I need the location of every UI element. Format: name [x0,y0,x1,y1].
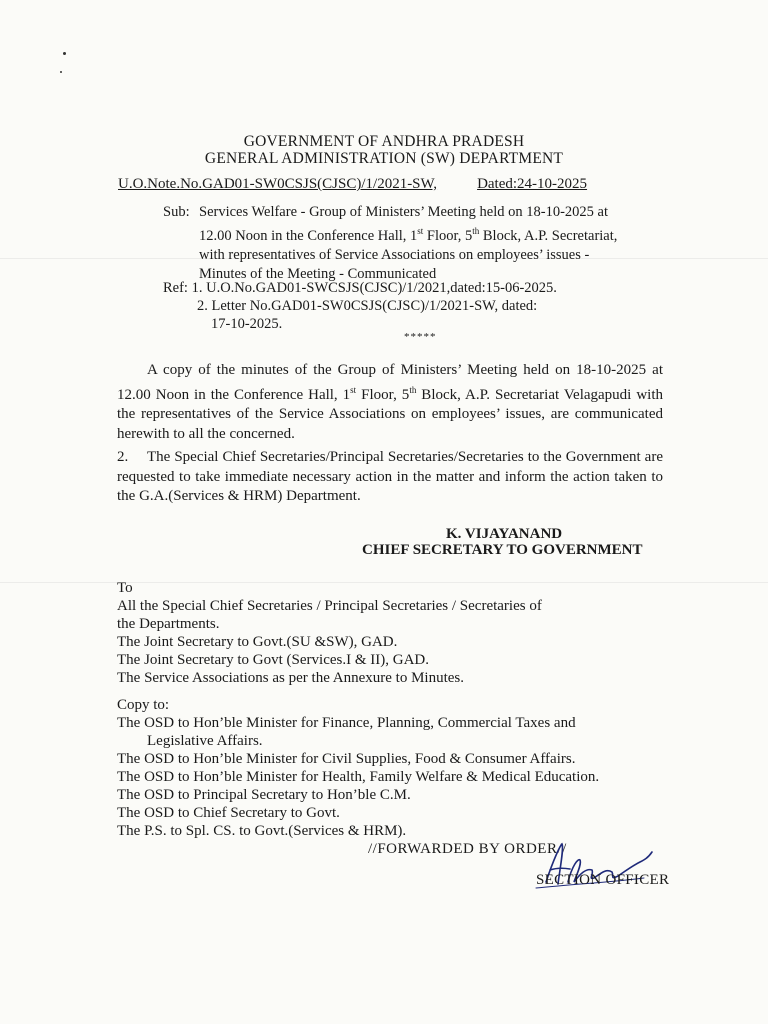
paragraph-2-number: 2. [117,449,129,465]
to-label: To [117,580,133,596]
references-label: Ref: [163,280,188,296]
subject-block [163,203,653,284]
speck [63,52,66,55]
paragraph-2 [117,448,663,507]
section-officer-label: SECTION OFFICER [536,872,670,888]
to-line: The Joint Secretary to Govt (Services.I & II), GAD. [117,652,429,668]
paragraph-1: A copy of the minutes of the Group of Ministers’ Meeting held on 18-10-2025 at 12.00 Noon in the Conference Hall, 1st Floor, 5th Block, A.P. Secretariat Velagapudi with the representatives of the Service Associations on employees’ issues, are communicated herewith to all the concerned. [117,362,664,442]
subject-line-1: Services Welfare - Group of Ministers’ Meeting held on 18-10-2025 at [199,204,609,220]
copy-line: The OSD to Hon’ble Minister for Civil Supplies, Food & Consumer Affairs. [117,751,576,767]
subject-label: Sub: [163,204,190,220]
to-block [117,579,677,687]
subject-line-4: Minutes of the Meeting - Communicated [199,265,437,282]
reference-2-date: 17-10-2025. [211,316,283,332]
note-date: Dated:24-10-2025 [477,176,588,192]
copy-to-block [117,696,677,840]
forwarded-by-order: //FORWARDED BY ORDER// [368,841,567,857]
separator: ***** [404,331,437,343]
copy-line: The OSD to Principal Secretary to Hon’ble C.M. [117,787,411,803]
signatory-name: K. VIJAYANAND [446,526,563,542]
paragraph-2-text: The Special Chief Secretaries/Principal Secretaries/Secretaries to the Government are requested to take immediate necessary action in the matter and inform the action taken to the G.A.(Services & HRM) Department. [117,449,663,504]
header-line-1: GOVERNMENT OF ANDHRA PRADESH [243,133,525,150]
signatory-title: CHIEF SECRETARY TO GOVERNMENT [362,542,643,558]
handwritten-signature [524,838,684,898]
subject-line-2: 12.00 Noon in the Conference Hall, 1st Floor, 5th Block, A.P. Secretariat, [199,226,618,244]
copy-line: The OSD to Hon’ble Minister for Finance, Planning, Commercial Taxes and [117,715,576,731]
reference-2: 2. Letter No.GAD01-SW0CSJS(CJSC)/1/2021-SW, dated: [197,298,538,314]
copy-to-label: Copy to: [117,697,170,713]
to-line: The Joint Secretary to Govt.(SU &SW), GAD. [117,634,398,650]
copy-line: The OSD to Chief Secretary to Govt. [117,805,340,821]
note-reference [118,176,587,193]
to-line: The Service Associations as per the Annexure to Minutes. [117,670,465,686]
to-line: the Departments. [117,616,220,632]
note-number: U.O.Note.No.GAD01-SW0CSJS(CJSC)/1/2021-SW, [118,176,438,192]
reference-1: 1. U.O.No.GAD01-SWCSJS(CJSC)/1/2021,dated:15-06-2025. [191,280,557,296]
copy-line-continued: Legislative Affairs. [147,733,263,749]
subject-line-3: with representatives of Service Associations on employees’ issues - [199,246,590,263]
speck [60,71,62,73]
to-line: All the Special Chief Secretaries / Principal Secretaries / Secretaries of [117,598,542,614]
copy-line: The OSD to Hon’ble Minister for Health, Family Welfare & Medical Education. [117,769,600,785]
copy-line: The P.S. to Spl. CS. to Govt.(Services & HRM). [117,823,407,839]
header-line-2: GENERAL ADMINISTRATION (SW) DEPARTMENT [204,150,564,167]
references-block [163,279,653,333]
